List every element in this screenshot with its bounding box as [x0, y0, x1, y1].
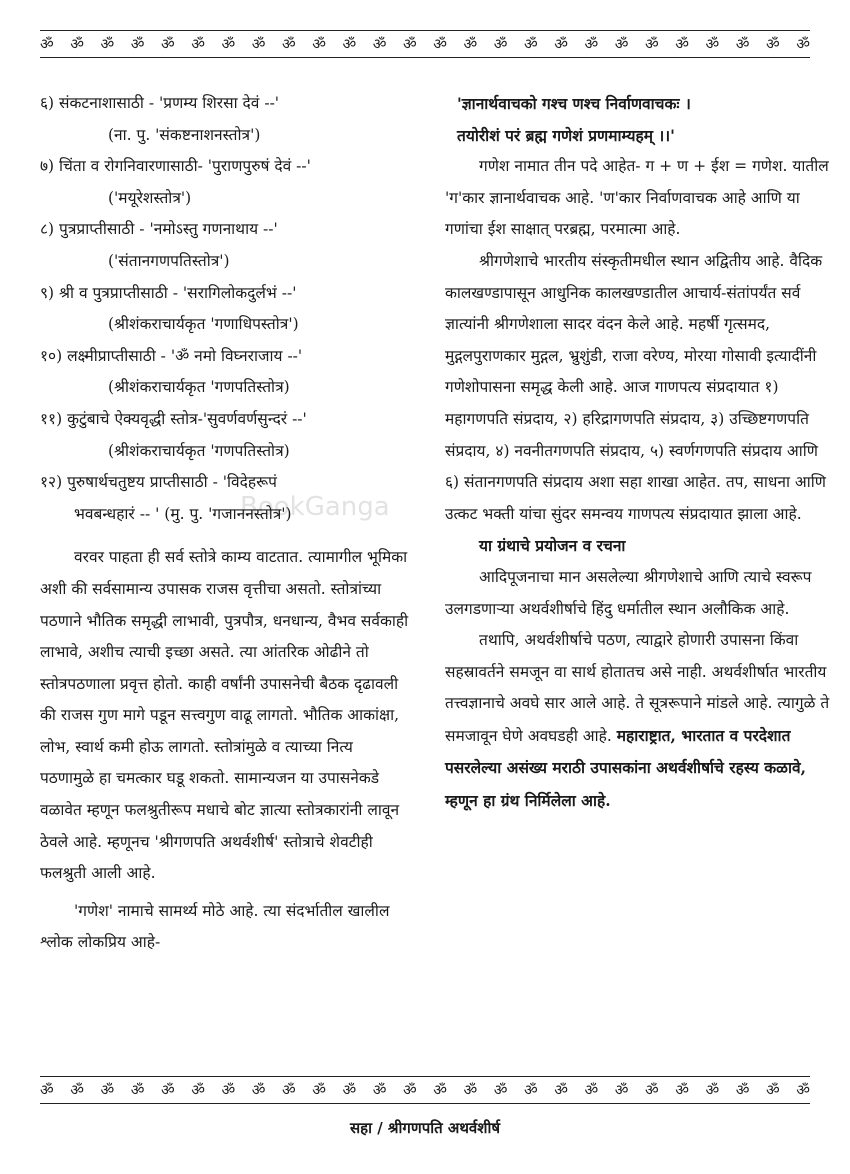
- om-symbol: ॐ: [342, 1080, 357, 1099]
- reference-source: ('मयूरेशस्तोत्र'): [108, 188, 192, 207]
- om-symbol: ॐ: [70, 1080, 84, 1099]
- page-footer: सहा / श्रीगणपति अथर्वशीर्ष: [349, 1119, 501, 1137]
- reference-main: १२) पुरुषार्थचतुष्टय प्राप्तीसाठी - 'विदेहरूपं: [40, 473, 277, 492]
- reference-main: ८) पुत्रप्राप्तीसाठी - 'नमोऽस्तु गणनाथाय --': [40, 220, 278, 239]
- right-paragraph-2: श्रीगणेशाचे भारतीय संस्कृतीमधील स्थान अद्वितीय आहे. वैदिक कालखण्डापासून आधुनिक कालखण्डातील आचार्य-संतांपर्यंत सर्व ज्ञात्यांनी श्रीगणेशाला सादर वंदन केले आहे. महर्षी गृत्समद, मुद्गलपुराणकार मुद्गल, भ्रुशुंडी, राजा वरेण्य, मोरया गोसावी इत्यादींनी गणेशोपासना समृद्ध केली आहे. आज गाणपत्य संप्रदायात १) महागणपति संप्रदाय, २) हरिद्रागणपति संप्रदाय, ३) उच्छिष्टगणपति संप्रदाय, ४) नवनीतगणपति संप्रदाय, ५) स्वर्णगणपति संप्रदाय आणि ६) संतानगणपति संप्रदाय अशा सहा शाखा आहेत. तप, साधना आणि उत्कट भक्ती यांचा सुंदर समन्वय गाणपत्य संप्रदायात झाला आहे.: [445, 251, 826, 523]
- om-symbol: ॐ: [433, 1080, 447, 1099]
- stotra-reference-list: [40, 88, 410, 530]
- bottom-border-rule-lower: [40, 1103, 810, 1104]
- om-symbol: ॐ: [191, 34, 205, 53]
- om-symbol: ॐ: [735, 34, 750, 53]
- om-symbol: ॐ: [100, 34, 115, 53]
- om-symbol: ॐ: [735, 1080, 750, 1099]
- om-symbol: ॐ: [705, 1080, 720, 1099]
- list-item: [40, 88, 410, 151]
- om-symbol: ॐ: [372, 1080, 387, 1099]
- om-symbol: ॐ: [524, 34, 538, 53]
- om-symbol: ॐ: [463, 34, 478, 53]
- om-symbol: ॐ: [493, 1080, 508, 1099]
- om-symbol: ॐ: [100, 1080, 115, 1099]
- om-symbol: ॐ: [130, 1080, 145, 1099]
- bottom-om-row: [40, 1077, 810, 1103]
- list-item: [40, 151, 410, 214]
- om-symbol: ॐ: [796, 34, 810, 53]
- om-symbol: ॐ: [554, 1080, 568, 1099]
- top-border-rule-lower: [40, 57, 810, 58]
- om-symbol: ॐ: [614, 34, 629, 53]
- list-item: [40, 404, 410, 467]
- om-symbol: ॐ: [312, 34, 326, 53]
- reference-source: (ना. पु. 'संकष्टनाशनस्तोत्र'): [108, 125, 261, 144]
- om-symbol: ॐ: [766, 34, 780, 53]
- om-symbol: ॐ: [40, 1080, 54, 1099]
- shloka-line-2: तयोरीशं परं ब्रह्म गणेशं प्रणमाम्यहम् ।।': [457, 125, 675, 145]
- right-column: [445, 88, 830, 818]
- list-item: [40, 467, 410, 530]
- reference-source: (श्रीशंकराचार्यकृत 'गणपतिस्तोत्र): [108, 378, 290, 397]
- om-symbol: ॐ: [584, 34, 599, 53]
- om-symbol: ॐ: [161, 1080, 175, 1099]
- watermark: BookGanga: [240, 492, 390, 522]
- om-symbol: ॐ: [282, 34, 296, 53]
- paragraph-bold-text: महाराष्ट्रात, भारतात व परदेशात पसरलेल्या असंख्य मराठी उपासकांना अथर्वशीर्षाचे रहस्य कळावे, म्हणून हा ग्रंथ निर्मिलेला आहे.: [445, 725, 806, 811]
- top-om-row: [40, 31, 810, 57]
- om-symbol: ॐ: [191, 1080, 205, 1099]
- reference-main: ११) कुटुंबाचे ऐक्यवृद्धी स्तोत्र-'सुवर्णवर्णसुन्दरं --': [40, 409, 307, 428]
- reference-source: (श्रीशंकराचार्यकृत 'गणाधिपस्तोत्र'): [108, 315, 299, 334]
- left-paragraph-2: 'गणेश' नामाचे सामर्थ्य मोठे आहे. त्या संदर्भातील खालील श्लोक लोकप्रिय आहे-: [40, 901, 390, 952]
- om-symbol: ॐ: [645, 34, 659, 53]
- om-symbol: ॐ: [766, 1080, 780, 1099]
- om-symbol: ॐ: [221, 34, 236, 53]
- om-symbol: ॐ: [403, 34, 417, 53]
- section-heading: या ग्रंथाचे प्रयोजन व रचना: [479, 536, 626, 556]
- om-symbol: ॐ: [161, 34, 175, 53]
- reference-main: १०) लक्ष्मीप्राप्तीसाठी - 'ॐ नमो विघ्नराजाय --': [40, 346, 303, 365]
- om-symbol: ॐ: [614, 1080, 629, 1099]
- bottom-om-border: [40, 1076, 810, 1104]
- om-symbol: ॐ: [312, 1080, 326, 1099]
- om-symbol: ॐ: [524, 1080, 538, 1099]
- left-paragraph-1: वरवर पाहता ही सर्व स्तोत्रे काम्य वाटतात. त्यामागील भूमिका अशी की सर्वसामान्य उपासक राजस वृत्तीचा असतो. स्तोत्रांच्या पठणाने भौतिक समृद्धी लाभावी, पुत्रपौत्र, धनधान्य, वैभव सर्वकाही लाभावे, अशीच त्याची इच्छा असते. त्या आंतरिक ओढीने तो स्तोत्रपठणाला प्रवृत्त होतो. काही वर्षांनी उपासनेची बैठक दृढावली की राजस गुण मागे पडून सत्त्वगुण वाढू लागतो. भौतिक आकांक्षा, लोभ, स्वार्थ कमी होऊ लागतो. स्तोत्रांमुळे व त्याच्या नित्य पठणामुळे हा चमत्कार घडू शकतो. सामान्यजन या उपासनेकडे वळावेत म्हणून फलश्रुतीरूप मधाचे बोट ज्ञात्या स्तोत्रकारांनी लावून ठेवले आहे. म्हणूनच 'श्रीगणपति अथर्वशीर्ष' स्तोत्राचे शेवटीही फलश्रुती आली आहे.: [40, 548, 409, 883]
- paragraph-text: तथापि, अथर्वशीर्षाचे पठण, त्याद्वारे होणारी उपासना किंवा सहस्रावर्तने समजून वा सार्थ होतातच असे नाही. अथर्वशीर्षात भारतीय तत्त्वज्ञानाचे अवघे सार आले आहे. ते सूत्ररूपाने मांडले आहे. त्यागुळे ते समजावून घेणे अवघडही आहे.: [445, 631, 830, 745]
- right-paragraph-4: [445, 625, 830, 818]
- right-paragraph-1: गणेश नामात तीन पदे आहेत- ग + ण + ईश = गणेश. यातील 'ग'कार ज्ञानार्थवाचक आहे. 'ण'कार निर्वाणवाचक आहे आणि या गणांचा ईश साक्षात् परब्रह्म, परमात्मा आहे.: [445, 157, 829, 239]
- reference-main: ६) संकटनाशासाठी - 'प्रणम्य शिरसा देवं --': [40, 94, 280, 112]
- om-symbol: ॐ: [282, 1080, 296, 1099]
- list-item: [40, 214, 410, 277]
- om-symbol: ॐ: [403, 1080, 417, 1099]
- list-item: [40, 341, 410, 404]
- reference-main: ९) श्री व पुत्रप्राप्तीसाठी - 'सरागिलोकदुर्लभं --': [40, 283, 297, 302]
- om-symbol: ॐ: [554, 34, 568, 53]
- om-symbol: ॐ: [251, 34, 266, 53]
- reference-source: भवबन्धहारं -- ' (मु. पु. 'गजाननस्तोत्र'): [74, 504, 292, 523]
- om-symbol: ॐ: [675, 1080, 689, 1099]
- om-symbol: ॐ: [221, 1080, 236, 1099]
- reference-main: ७) चिंता व रोगनिवारणासाठी- 'पुराणपुरुषं देवं --': [40, 157, 311, 176]
- reference-source: (श्रीशंकराचार्यकृत 'गणपतिस्तोत्र): [108, 441, 290, 460]
- om-symbol: ॐ: [796, 1080, 810, 1099]
- om-symbol: ॐ: [493, 34, 508, 53]
- left-column: [40, 88, 410, 959]
- right-paragraph-3: आदिपूजनाचा मान असलेल्या श्रीगणेशाचे आणि त्याचे स्वरूप उलगडणाऱ्या अथर्वशीर्षाचे हिंदु धर्मातील स्थान अलौकिक आहे.: [445, 567, 812, 618]
- om-symbol: ॐ: [342, 34, 357, 53]
- om-symbol: ॐ: [40, 34, 54, 53]
- om-symbol: ॐ: [584, 1080, 599, 1099]
- om-symbol: ॐ: [645, 1080, 659, 1099]
- om-symbol: ॐ: [372, 34, 387, 53]
- shloka-line-1: 'ज्ञानार्थवाचको गश्च णश्च निर्वाणवाचकः ।: [457, 94, 691, 113]
- top-om-border: [40, 30, 810, 58]
- om-symbol: ॐ: [70, 34, 84, 53]
- om-symbol: ॐ: [251, 1080, 266, 1099]
- reference-source: ('संतानगणपतिस्तोत्र'): [108, 251, 230, 270]
- om-symbol: ॐ: [433, 34, 447, 53]
- om-symbol: ॐ: [130, 34, 145, 53]
- om-symbol: ॐ: [675, 34, 689, 53]
- om-symbol: ॐ: [705, 34, 720, 53]
- list-item: [40, 278, 410, 341]
- om-symbol: ॐ: [463, 1080, 478, 1099]
